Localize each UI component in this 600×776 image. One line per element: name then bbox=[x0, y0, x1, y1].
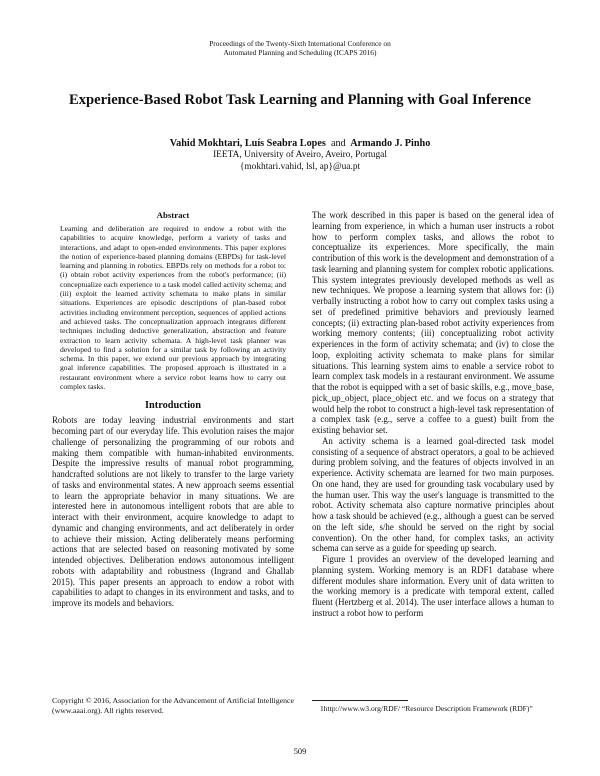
proceedings-header bbox=[150, 39, 450, 58]
paper-title: Experience-Based Robot Task Learning and Planning with Goal Inference bbox=[69, 92, 531, 108]
introduction-paragraph: Robots are today leaving industrial environments and start becoming part of our everyday life. This evolution raises the major challenge of personalizing the programming of our robots and making them compatible with human-inhabited environments. Despite the impressive results of manual robot programming, handcrafted solutions are not likely to transfer to the large variety of tasks and environmental states. A new approach seems essential to learn the appropriate behavior in many situations. We are interested here in autonomous intelligent robots that are able to interact with their environment, acquire knowledge to adapt to dynamic and changing environments, and act deliberately in order to achieve their mission. Acting deliberately means performing actions that are selected based on reasoning motivated by some intended objectives. Deliberation endows autonomous intelligent robots with adaptability and robustness (Ingrand and Ghallab 2015). This paper presents an approach to endow a robot with capabilities to adapt to changes in its environment and tasks, and to improve its models and behaviors. bbox=[52, 415, 294, 609]
author-names-last: Armando J. Pinho bbox=[350, 138, 431, 149]
author-names-first: Vahid Mokhtari, Luís Seabra Lopes bbox=[169, 138, 326, 149]
author-email: {mokhtari.vahid, lsl, ap}@ua.pt bbox=[239, 161, 361, 172]
author-and: and bbox=[330, 138, 346, 149]
affiliation: IEETA, University of Aveiro, Aveiro, Portugal bbox=[213, 150, 387, 160]
body-paragraph-1: The work described in this paper is based on the general idea of learning from experience, in which a human user instructs a robot how to perform complex tasks, and allows the robot to conceptualize its experiences. More specifically, the main contribution of this work is the development and demonstration of a task learning and planning system for complex robotic applications. This system integrates previously developed methods as well as new techniques. We propose a learning system that allows for: (i) verbally instructing a robot how to carry out complex tasks using a set of predefined primitive behaviors and previously learned concepts; (ii) extracting plan-based robot activity experiences from working memory contents; (iii) conceptualizing robot activity experiences in the form of activity schemata; and (iv) to close the loop, exploiting activity schemata to make plans for similar situations. This learning system aims to enable a service robot to learn complex task models in a restaurant environment. We assume that the robot is equipped with a set of basic skills, e.g., move_base, pick_up_object, place_object etc. and we focus on a strategy that would help the robot to construct a high-level task representation of a complex task (e.g., serve a coffee to a guest) built from the existing behavior set. bbox=[312, 210, 554, 435]
right-column bbox=[312, 210, 554, 619]
left-column bbox=[52, 210, 294, 609]
body-paragraph-2: An activity schema is a learned goal-directed task model consisting of a sequence of abstract operators, a goal to be achieved during problem solving, and the features of objects involved in an experience. Activity schemata are learned for two main purposes. On one hand, they are used for grounding task vocabulary used by the human user. This way the user's language is transmitted to the robot. Activity schemata also capture normative principles about how a task should be achieved (e.g., although a guest can be served on the left side, s/he should be served on the right by social convention). On the other hand, for complex tasks, an activity schema can serve as a guide for speeding up search. bbox=[312, 435, 554, 554]
footnote-rdf: 1http://www.w3.org/RDF/ “Resource Description Framework (RDF)” bbox=[320, 704, 533, 713]
author-affiliation-block bbox=[100, 150, 500, 173]
author-names bbox=[100, 138, 500, 149]
abstract-heading: Abstract bbox=[156, 210, 190, 220]
abstract-text: Learning and deliberation are required to endow a robot with the capabilities to acquire knowledge, perform a variety of tasks and interactions, and adapt to open-ended environments. This paper explores the notion of experience-based planning domains (EBPDs) for task-level learning and planning in robotics. EBPDs rely on methods for a robot to: (i) obtain robot activity experiences from the robot's performance; (ii) conceptualize each experience to a task model called activity schema; and (iii) exploit the learned activity schemata to make plans in similar situations. Experiences are episodic descriptions of plan-based robot activities including environment perception, sequences of applied actions and achieved tasks. The conceptualization approach integrates different techniques including deductive generalization, abstraction and feature extraction to learn activity schemata. A high-level task planner was developed to find a solution for a similar task by following an activity schema. In this paper, we extend our previous approach by integrating goal inference capabilities. The proposed approach is illustrated in a restaurant environment where a service robot learns how to carry out complex tasks. bbox=[60, 224, 286, 392]
footnote-divider bbox=[312, 700, 408, 701]
page-number: 509 bbox=[293, 747, 307, 756]
body-paragraph-3: Figure 1 provides an overview of the developed learning and planning system. Working memory is an RDF1 database where different modules share information. Every unit of data written to the working memory is a predicate with temporal extent, called fluent (Hertzberg et al. 2014). The user interface allows a human to instruct a robot how to perform bbox=[312, 554, 554, 618]
proceedings-line-2: Automated Planning and Scheduling (ICAPS 2016) bbox=[223, 48, 377, 58]
proceedings-line-1: Proceedings of the Twenty-Sixth International Conference on bbox=[209, 39, 391, 48]
copyright-notice: Copyright © 2016, Association for the Advancement of Artificial Intelligence (www.aaai.org). All rights reserved. bbox=[52, 696, 294, 715]
introduction-heading: Introduction bbox=[145, 400, 201, 412]
